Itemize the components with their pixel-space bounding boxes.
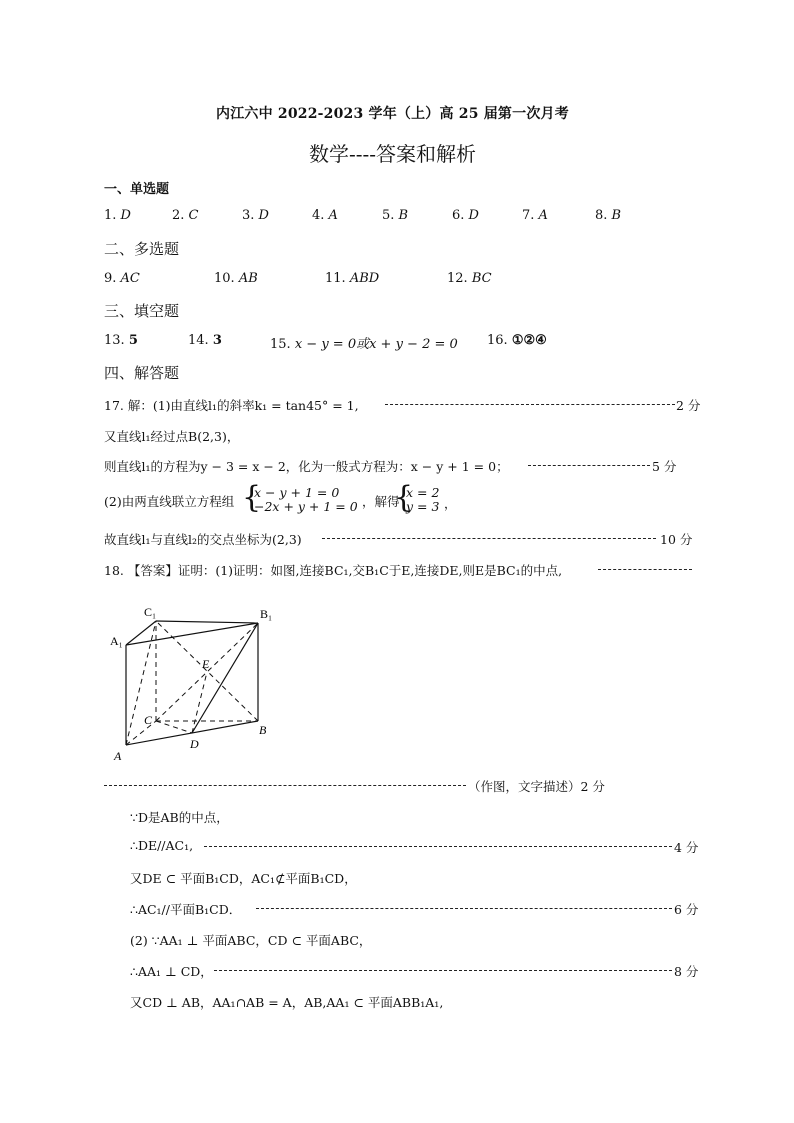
answer-num: 1. xyxy=(104,208,117,223)
answer-value: BC xyxy=(471,271,492,286)
answer-item xyxy=(312,208,338,223)
answer-num: 13. xyxy=(104,333,125,348)
dotted-leader xyxy=(528,465,650,466)
answer-item xyxy=(104,208,131,223)
dotted-leader xyxy=(598,569,692,570)
score-mark: 10 分 xyxy=(660,532,693,547)
q17-line3: 则直线l₁的方程为y − 3 = x − 2，化为一般式方程为：x − y + 1 = 0； xyxy=(104,459,509,474)
edge-D-E xyxy=(192,672,207,733)
answer-num: 4. xyxy=(312,208,325,223)
answer-value: 5 xyxy=(128,333,138,348)
q17-line4-end: ， xyxy=(444,496,457,511)
label-D: D xyxy=(190,737,199,751)
answer-item xyxy=(270,333,458,352)
score-mark: 8 分 xyxy=(674,964,699,979)
answer-value: ①②④ xyxy=(511,333,547,348)
q18-l2: ∴DE//AC₁, xyxy=(130,838,194,853)
answer-value: B xyxy=(398,208,409,223)
answer-num: 6. xyxy=(452,208,465,223)
answer-item xyxy=(104,333,138,348)
answer-item xyxy=(452,208,479,223)
answer-num: 9. xyxy=(104,271,117,286)
answer-value: x − y = 0或x + y − 2 = 0 xyxy=(294,337,458,352)
q17-line1: 17. 解：(1)由直线l₁的斜率k₁ = tan45° = 1, xyxy=(104,398,359,413)
q18-l3: 又DE ⊂ 平面B₁CD，AC₁⊄平面B₁CD， xyxy=(130,871,357,886)
score-mark: 4 分 xyxy=(674,840,699,855)
answer-num: 7. xyxy=(522,208,535,223)
q17-line4-mid: ，解得 xyxy=(362,494,400,509)
dotted-leader xyxy=(256,908,672,909)
dotted-leader xyxy=(104,785,466,786)
answer-value: D xyxy=(468,208,479,223)
label-C: C xyxy=(144,713,153,727)
q18-l5: (2) ∵AA₁ ⊥ 平面ABC，CD ⊂ 平面ABC， xyxy=(130,933,372,948)
system-eq-2a: x = 2 xyxy=(406,485,440,500)
answer-item xyxy=(325,271,379,286)
system-eq-2b: y = 3 xyxy=(406,499,440,514)
dotted-leader xyxy=(385,404,675,405)
answer-item xyxy=(487,333,547,348)
answer-num: 8. xyxy=(595,208,608,223)
answer-item xyxy=(172,208,199,223)
edge-B1-D xyxy=(192,623,258,733)
answer-value: AB xyxy=(238,271,258,286)
answer-item xyxy=(188,333,222,348)
label-C1: C₁ xyxy=(144,605,157,619)
answer-num: 3. xyxy=(242,208,255,223)
answer-value: AC xyxy=(120,271,140,286)
answer-num: 10. xyxy=(214,271,235,286)
score-mark: 5 分 xyxy=(652,459,677,474)
edge-A1-B1 xyxy=(126,623,258,645)
system-eq-1a: x − y + 1 = 0 xyxy=(254,485,340,500)
answer-num: 2. xyxy=(172,208,185,223)
answer-item xyxy=(104,271,140,286)
answer-value: B xyxy=(611,208,622,223)
label-E: E xyxy=(202,657,210,671)
system-eq-1b: −2x + y + 1 = 0 xyxy=(254,499,358,514)
answer-item xyxy=(382,208,408,223)
label-B1: B₁ xyxy=(260,607,273,621)
answer-num: 14. xyxy=(188,333,209,348)
dotted-leader xyxy=(214,970,672,971)
q17-line5: 故直线l₁与直线l₂的交点坐标为(2,3) xyxy=(104,532,302,547)
score-mark: 2 分 xyxy=(676,398,701,413)
answer-value: A xyxy=(538,208,548,223)
answer-item xyxy=(242,208,269,223)
answer-value: C xyxy=(188,208,199,223)
answer-item xyxy=(214,271,258,286)
answer-value: ABD xyxy=(349,271,380,286)
label-A1: A₁ xyxy=(110,634,123,648)
q18-l7: 又CD ⊥ AB，AA₁∩AB = A，AB,AA₁ ⊂ 平面ABB₁A₁, xyxy=(130,995,444,1010)
exam-title: 内江六中 2022-2023 学年（上）高 25 届第一次月考 xyxy=(216,106,569,122)
figure-score-note: （作图，文字描述）2 分 xyxy=(468,779,605,794)
section-single-choice: 一、单选题 xyxy=(104,182,170,197)
answer-value: 3 xyxy=(212,333,222,348)
page-title: 数学----答案和解析 xyxy=(309,142,477,166)
answer-item xyxy=(447,271,492,286)
edge-C-D xyxy=(156,721,192,733)
edge-C1-B1 xyxy=(156,621,258,623)
edge-A1-C1 xyxy=(126,621,156,645)
answer-item xyxy=(522,208,548,223)
q18-l1: ∵D是AB的中点， xyxy=(130,810,229,825)
answer-num: 12. xyxy=(447,271,468,286)
left-brace-1: { xyxy=(242,480,262,515)
answer-num: 16. xyxy=(487,333,508,348)
q17-line2: 又直线l₁经过点B(2,3)， xyxy=(104,429,240,444)
answer-num: 11. xyxy=(325,271,346,286)
score-mark: 6 分 xyxy=(674,902,699,917)
answer-value: A xyxy=(328,208,338,223)
answer-num: 5. xyxy=(382,208,395,223)
section-solution: 四、解答题 xyxy=(104,364,180,382)
answer-value: D xyxy=(258,208,269,223)
left-brace-2: { xyxy=(394,480,414,515)
label-B: B xyxy=(259,723,267,737)
answer-value: D xyxy=(120,208,131,223)
answer-num: 15. xyxy=(270,337,291,352)
section-fill-blank: 三、填空题 xyxy=(104,302,180,320)
section-multi-choice: 二、多选题 xyxy=(104,240,180,258)
q18-l6: ∴AA₁ ⊥ CD， xyxy=(130,964,213,979)
label-A: A xyxy=(114,749,122,763)
q18-line1: 18. 【答案】证明：(1)证明：如图,连接BC₁,交B₁C于E,连接DE,则E是BC₁的中点, xyxy=(104,563,563,578)
q17-line4-pre: (2)由两直线联立方程组 xyxy=(104,494,235,509)
dotted-leader xyxy=(322,538,656,539)
prism-figure xyxy=(104,600,284,770)
answer-item xyxy=(595,208,621,223)
dotted-leader xyxy=(204,846,672,847)
q18-l4: ∴AC₁//平面B₁CD． xyxy=(130,902,242,917)
